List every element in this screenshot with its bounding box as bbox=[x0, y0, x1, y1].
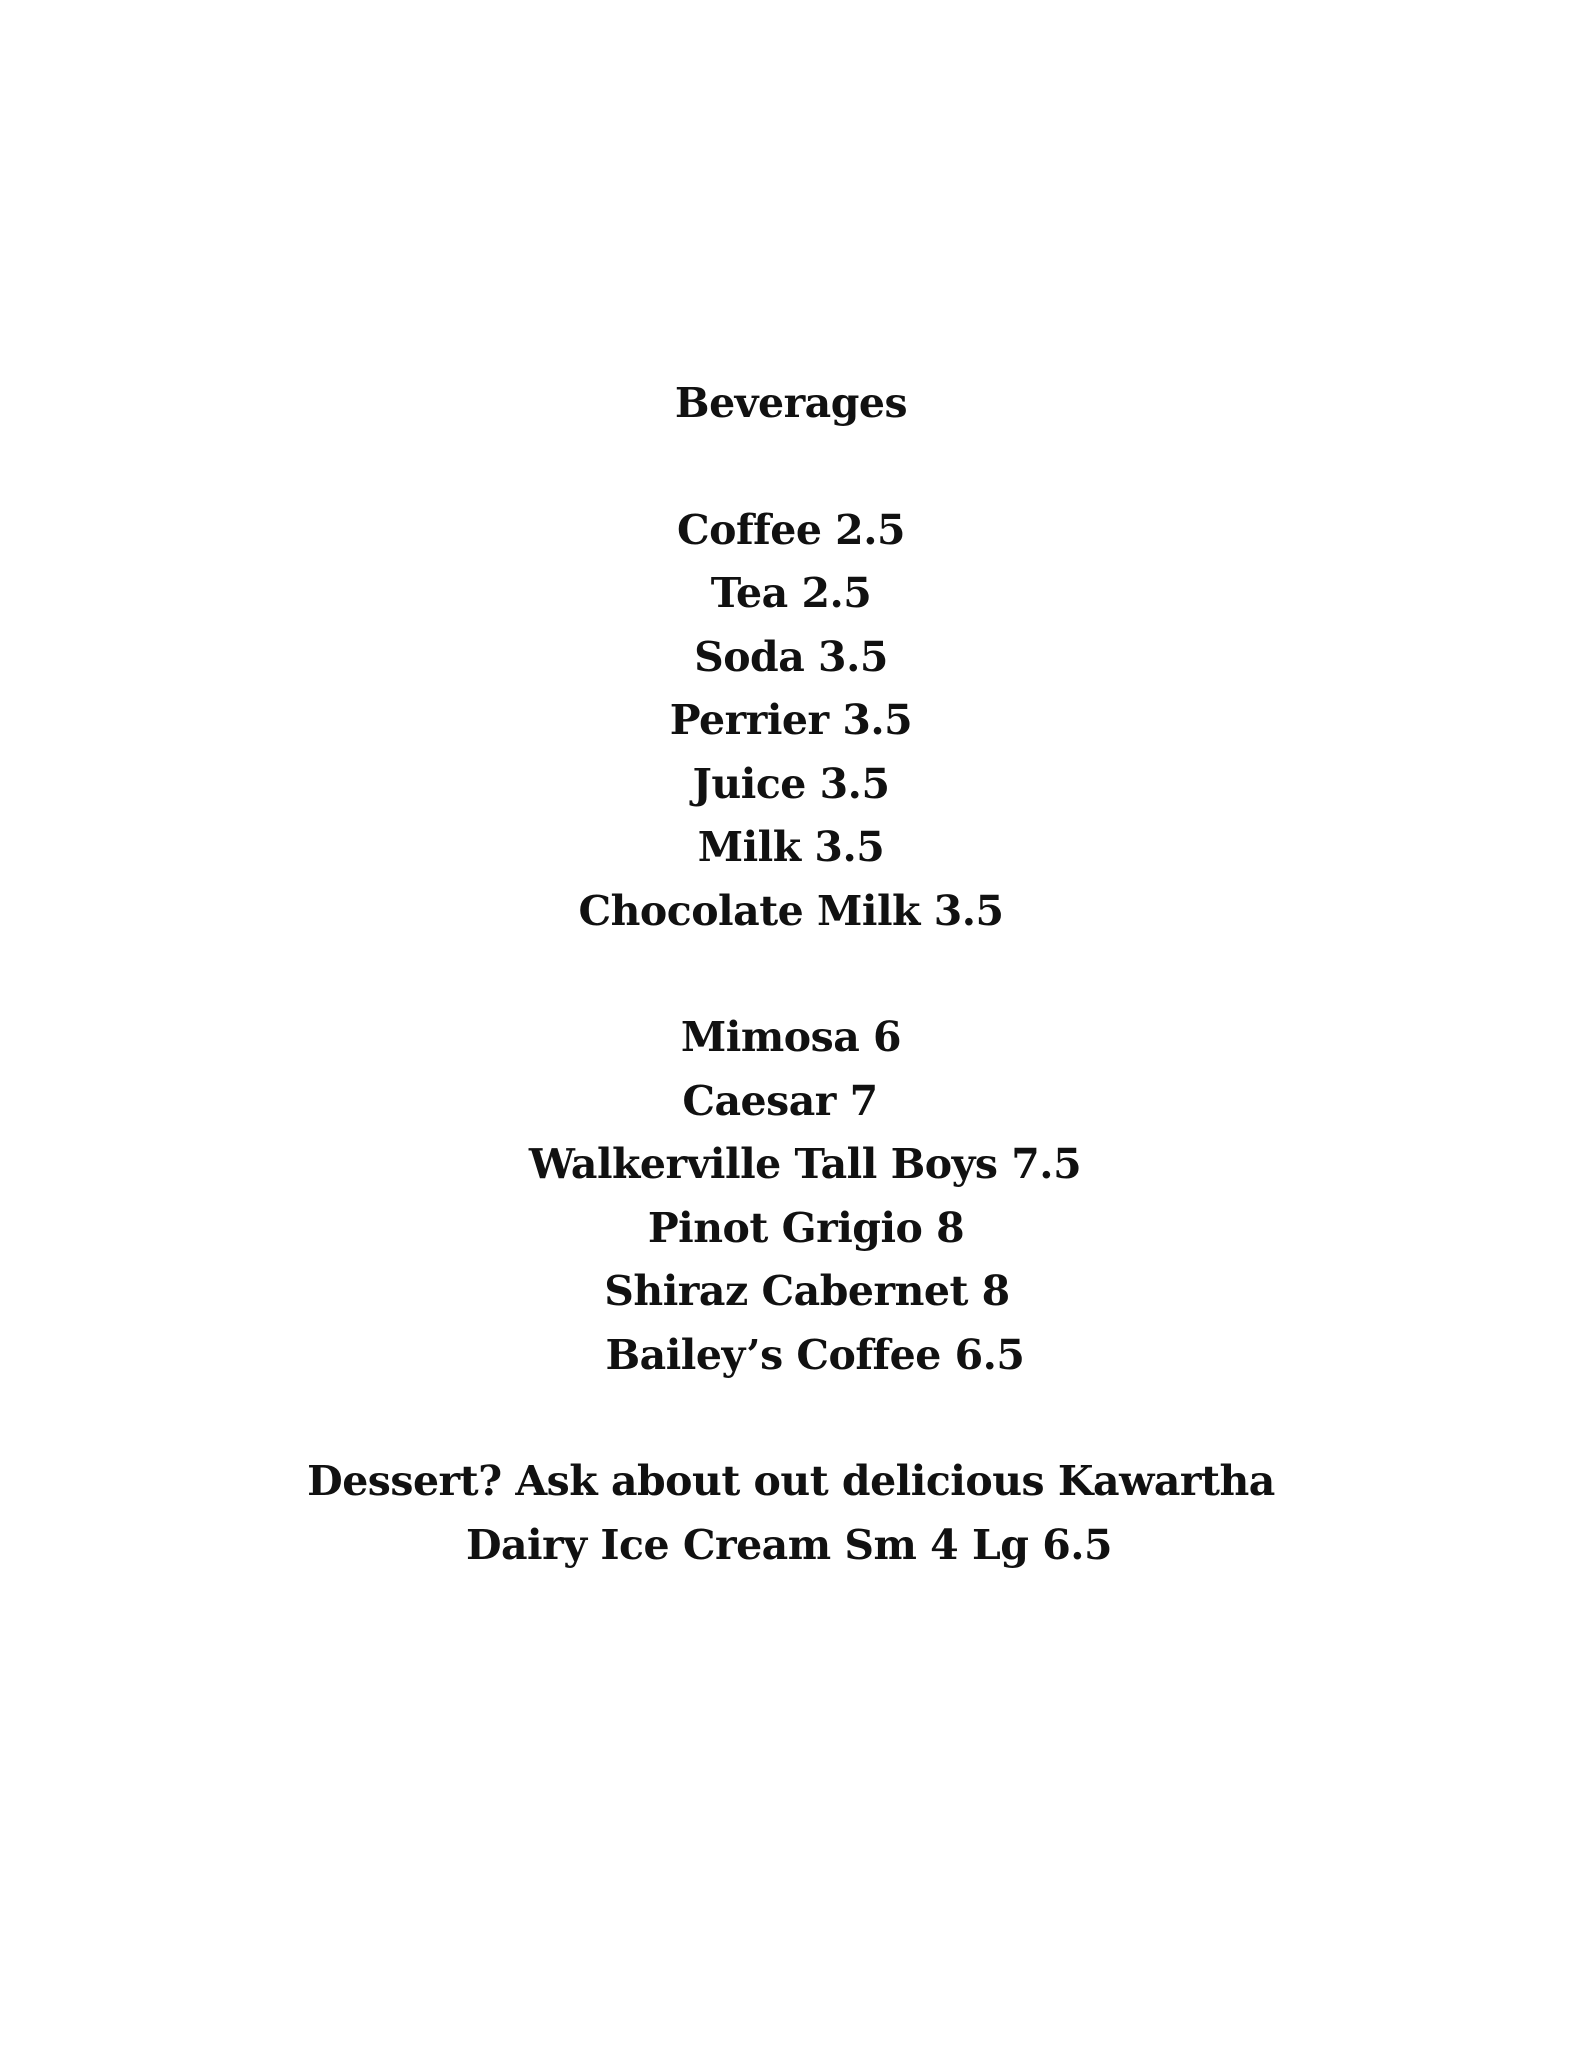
menu-item-shiraz-cabernet: Shiraz Cabernet 8 bbox=[604, 1267, 1010, 1315]
nonalcoholic-list bbox=[0, 499, 1582, 944]
menu-item-coffee: Coffee 2.5 bbox=[676, 505, 906, 554]
menu-item-mimosa: Mimosa 6 bbox=[680, 1013, 902, 1061]
menu-item-walkerville-tall-boys: Walkerville Tall Boys 7.5 bbox=[528, 1140, 1082, 1188]
menu-item-perrier: Perrier 3.5 bbox=[669, 696, 913, 744]
beverage-menu bbox=[0, 372, 1582, 1577]
menu-item-soda: Soda 3.5 bbox=[694, 632, 888, 681]
menu-item-baileys-coffee: Bailey’s Coffee 6.5 bbox=[605, 1330, 1025, 1379]
menu-item-pinot-grigio: Pinot Grigio 8 bbox=[647, 1203, 965, 1252]
dessert-note-line-1: Dessert? Ask about out delicious Kawartha bbox=[307, 1457, 1275, 1505]
dessert-note-line-2: Dairy Ice Cream Sm 4 Lg 6.5 bbox=[465, 1520, 1113, 1569]
menu-item-chocolate-milk: Chocolate Milk 3.5 bbox=[578, 886, 1004, 935]
menu-item-juice: Juice 3.5 bbox=[692, 759, 890, 808]
menu-item-caesar: Caesar 7 bbox=[682, 1076, 878, 1125]
alcoholic-list bbox=[0, 1006, 1582, 1387]
menu-title: Beverages bbox=[674, 379, 908, 427]
menu-item-milk: Milk 3.5 bbox=[697, 823, 885, 871]
dessert-note bbox=[0, 1450, 1582, 1577]
menu-item-tea: Tea 2.5 bbox=[710, 569, 872, 617]
